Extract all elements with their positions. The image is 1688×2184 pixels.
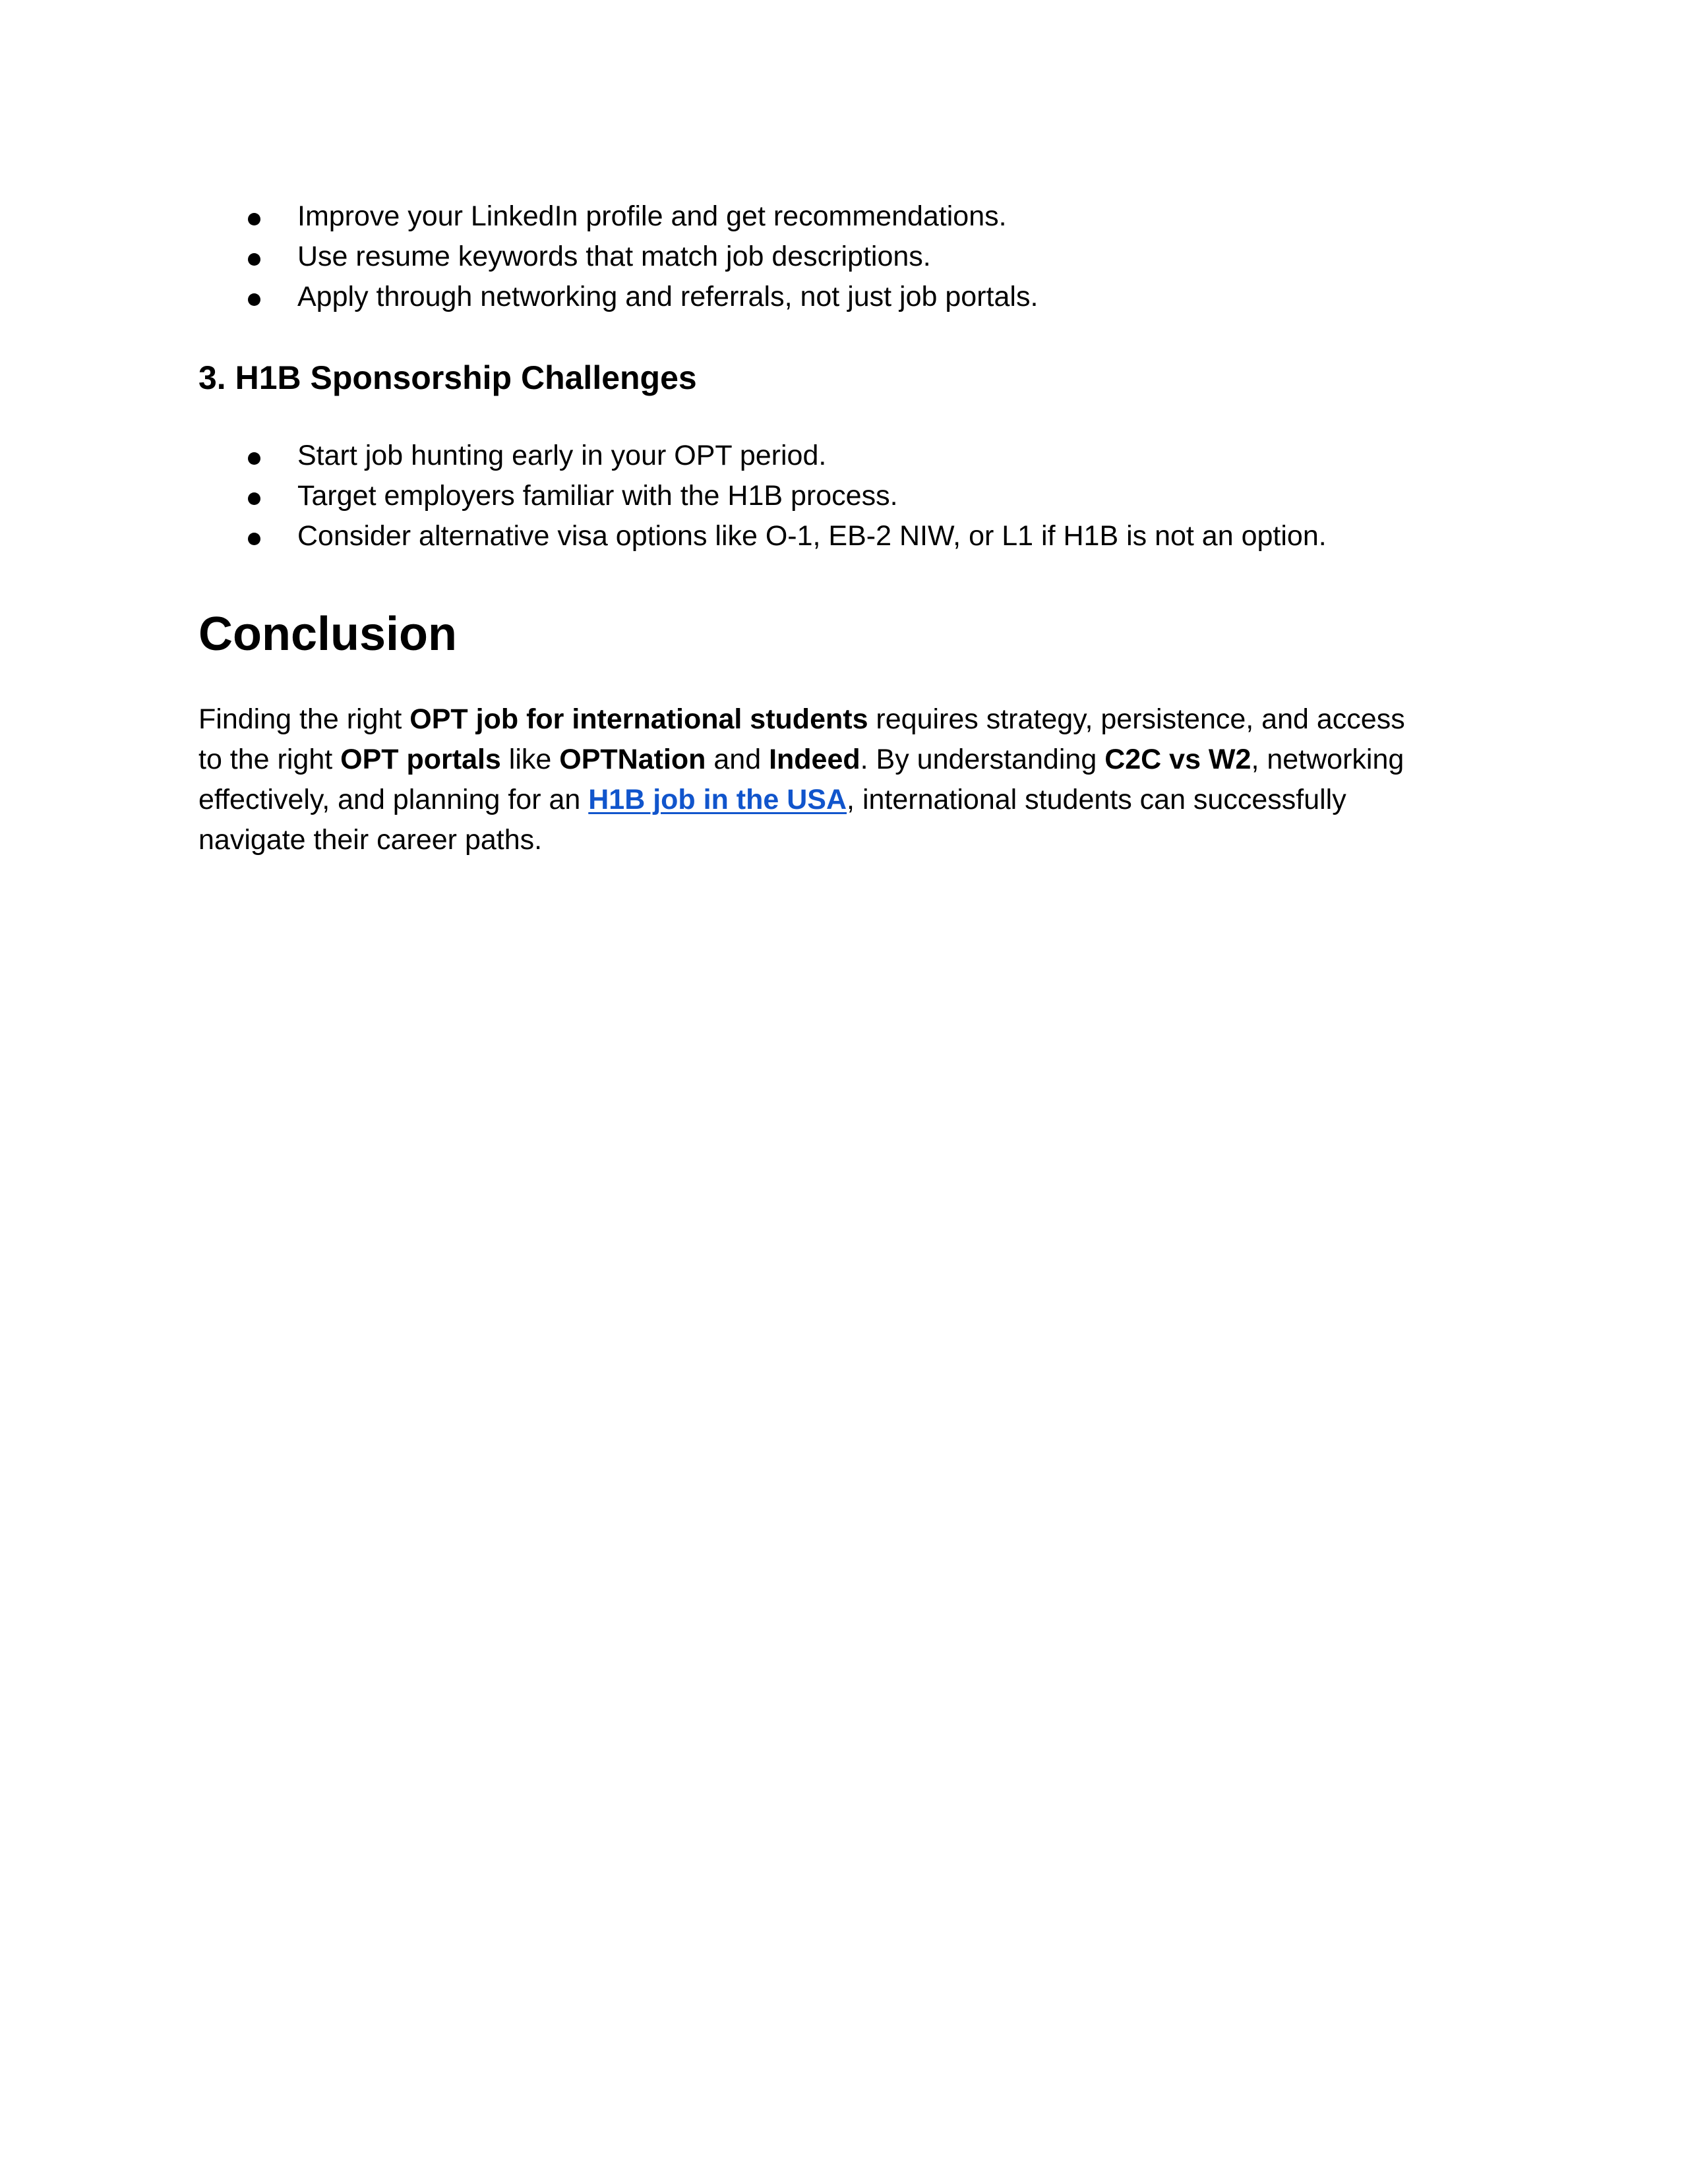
paragraph-line: [198, 780, 1517, 820]
bold-phrase: OPTNation: [559, 744, 706, 775]
paragraph-text: Finding the right: [198, 703, 410, 735]
h1b-job-link[interactable]: H1B job in the USA: [588, 784, 847, 815]
conclusion-heading: Conclusion: [198, 608, 457, 661]
bold-phrase: C2C vs W2: [1104, 744, 1251, 775]
paragraph-text: navigate their career paths.: [198, 824, 543, 856]
bold-phrase: OPT portals: [340, 744, 501, 775]
bullet-icon: [248, 293, 260, 306]
bullet-icon: [248, 452, 260, 465]
list-item-text: Use resume keywords that match job descriptions.: [297, 241, 931, 272]
paragraph-text: , international students can successfully: [847, 784, 1346, 815]
paragraph-line: [198, 699, 1517, 740]
paragraph-text: . By understanding: [860, 744, 1105, 775]
bold-phrase: OPT job for international students: [409, 703, 868, 735]
bold-phrase: Indeed: [769, 744, 860, 775]
paragraph-line: [198, 820, 1517, 860]
paragraph-text: requires strategy, persistence, and access: [868, 703, 1405, 735]
list-item-text: Consider alternative visa options like O-1, EB-2 NIW, or L1 if H1B is not an option.: [297, 520, 1327, 552]
section-3-heading: 3. H1B Sponsorship Challenges: [198, 359, 697, 396]
bullet-icon: [248, 253, 260, 266]
bullet-icon: [248, 492, 260, 505]
list-item-text: Target employers familiar with the H1B process.: [297, 480, 898, 512]
list-item-text: Improve your LinkedIn profile and get recommendations.: [297, 200, 1007, 232]
paragraph-text: and: [706, 744, 769, 775]
bullet-icon: [248, 213, 260, 225]
paragraph-text: to the right: [198, 744, 341, 775]
paragraph-text: like: [500, 744, 560, 775]
list-item-text: Start job hunting early in your OPT period.: [297, 440, 827, 471]
conclusion-paragraph: [198, 699, 1517, 860]
paragraph-line: [198, 740, 1517, 780]
bullet-icon: [248, 533, 260, 545]
list-item-text: Apply through networking and referrals, not just job portals.: [297, 281, 1039, 312]
paragraph-text: effectively, and planning for an: [198, 784, 589, 815]
paragraph-text: , networking: [1251, 744, 1404, 775]
